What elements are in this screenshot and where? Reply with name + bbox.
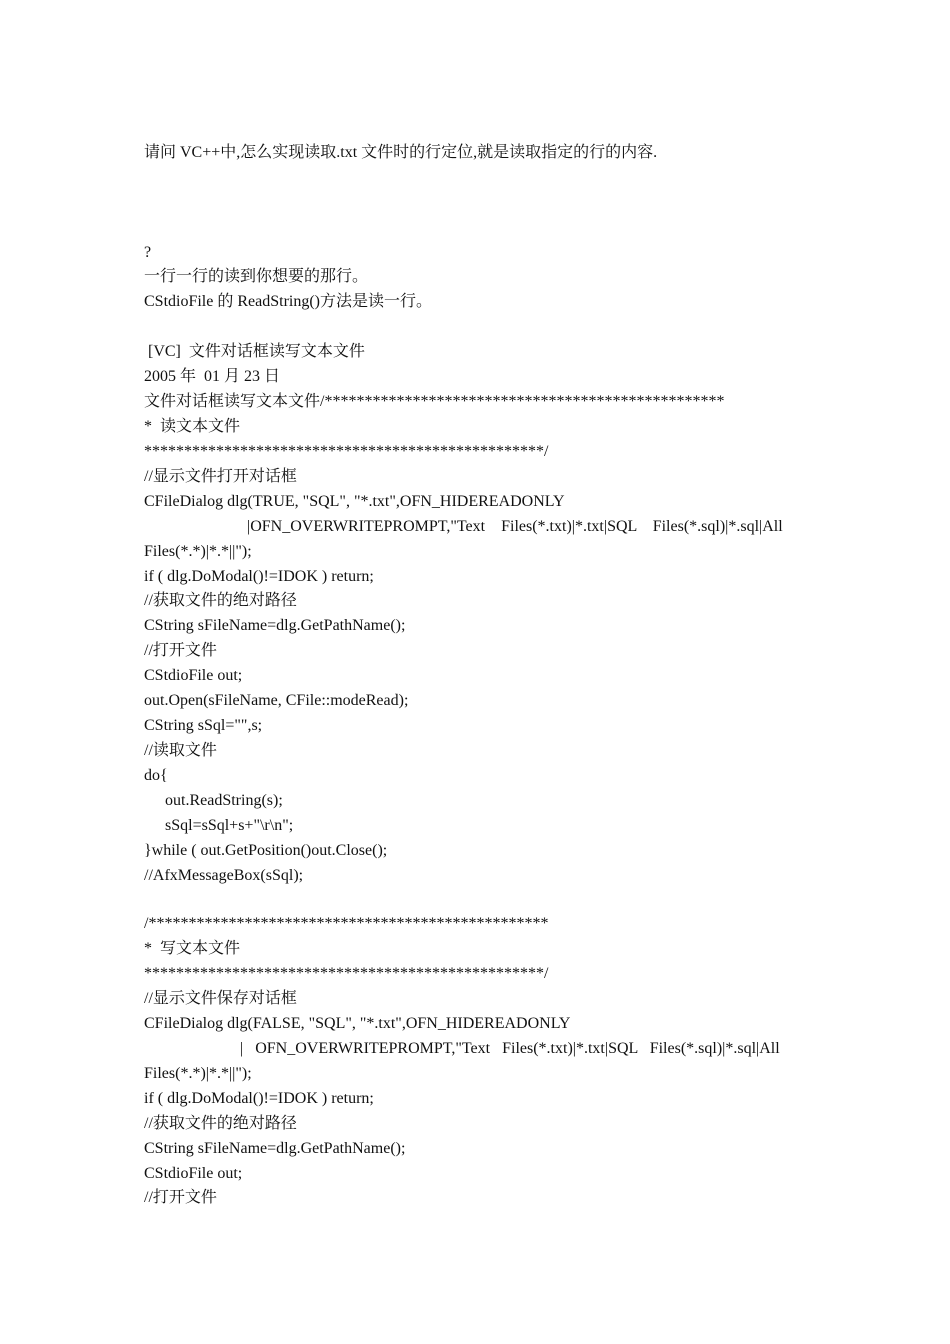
- code-line: sSql=sSql+s+"\r\n";: [165, 817, 294, 834]
- comment-end-line: **************************************************/: [144, 443, 549, 460]
- code-line: CFileDialog dlg(TRUE, "SQL", "*.txt",OFN_HIDEREADONLY: [144, 493, 565, 510]
- code-line: //打开文件: [144, 1189, 217, 1206]
- code-line: out.ReadString(s);: [165, 792, 283, 809]
- section-heading-read: * 读文本文件: [144, 418, 241, 435]
- code-line: if ( dlg.DoModal()!=IDOK ) return;: [144, 568, 374, 585]
- code-line: CString sFileName=dlg.GetPathName();: [144, 617, 406, 634]
- question-text: 请问 VC++中,怎么实现读取.txt 文件时的行定位,就是读取指定的行的内容.: [144, 144, 658, 161]
- comment-start-line: /**************************************************: [144, 915, 549, 932]
- answer-mark: ?: [144, 244, 152, 261]
- code-line: if ( dlg.DoModal()!=IDOK ) return;: [144, 1090, 374, 1107]
- answer-line: CStdioFile 的 ReadString()方法是读一行。: [144, 293, 433, 310]
- answer-line: 一行一行的读到你想要的那行。: [144, 268, 369, 285]
- code-line: |OFN_OVERWRITEPROMPT,"Text Files(*.txt)|*.txt|SQL Files(*.sql)|*.sql|All: [247, 518, 783, 535]
- code-line: CStdioFile out;: [144, 1165, 243, 1182]
- code-line: Files(*.*)|*.*||");: [144, 543, 252, 560]
- code-line: //读取文件: [144, 742, 217, 759]
- code-line: //显示文件打开对话框: [144, 468, 297, 485]
- code-line: Files(*.*)|*.*||");: [144, 1065, 252, 1082]
- code-line: CString sSql="",s;: [144, 717, 263, 734]
- code-line: //显示文件保存对话框: [144, 990, 297, 1007]
- code-line: out.Open(sFileName, CFile::modeRead);: [144, 692, 409, 709]
- code-line: }while ( out.GetPosition()out.Close();: [144, 842, 388, 859]
- article-date: 2005 年 01 月 23 日: [144, 368, 281, 385]
- code-line: do{: [144, 767, 168, 784]
- code-line: //获取文件的绝对路径: [144, 592, 297, 609]
- code-line: //打开文件: [144, 642, 217, 659]
- comment-end-line: **************************************************/: [144, 965, 549, 982]
- code-line: CStdioFile out;: [144, 667, 243, 684]
- code-line: CString sFileName=dlg.GetPathName();: [144, 1140, 406, 1157]
- code-line: CFileDialog dlg(FALSE, "SQL", "*.txt",OFN_HIDEREADONLY: [144, 1015, 571, 1032]
- comment-header-line: 文件对话框读写文本文件/**************************************************: [144, 393, 725, 410]
- code-line: | OFN_OVERWRITEPROMPT,"Text Files(*.txt)|*.txt|SQL Files(*.sql)|*.sql|All: [240, 1040, 780, 1057]
- code-line: //获取文件的绝对路径: [144, 1115, 297, 1132]
- section-heading-write: * 写文本文件: [144, 940, 241, 957]
- article-title: [VC] 文件对话框读写文本文件: [144, 343, 365, 360]
- code-line: //AfxMessageBox(sSql);: [144, 867, 304, 884]
